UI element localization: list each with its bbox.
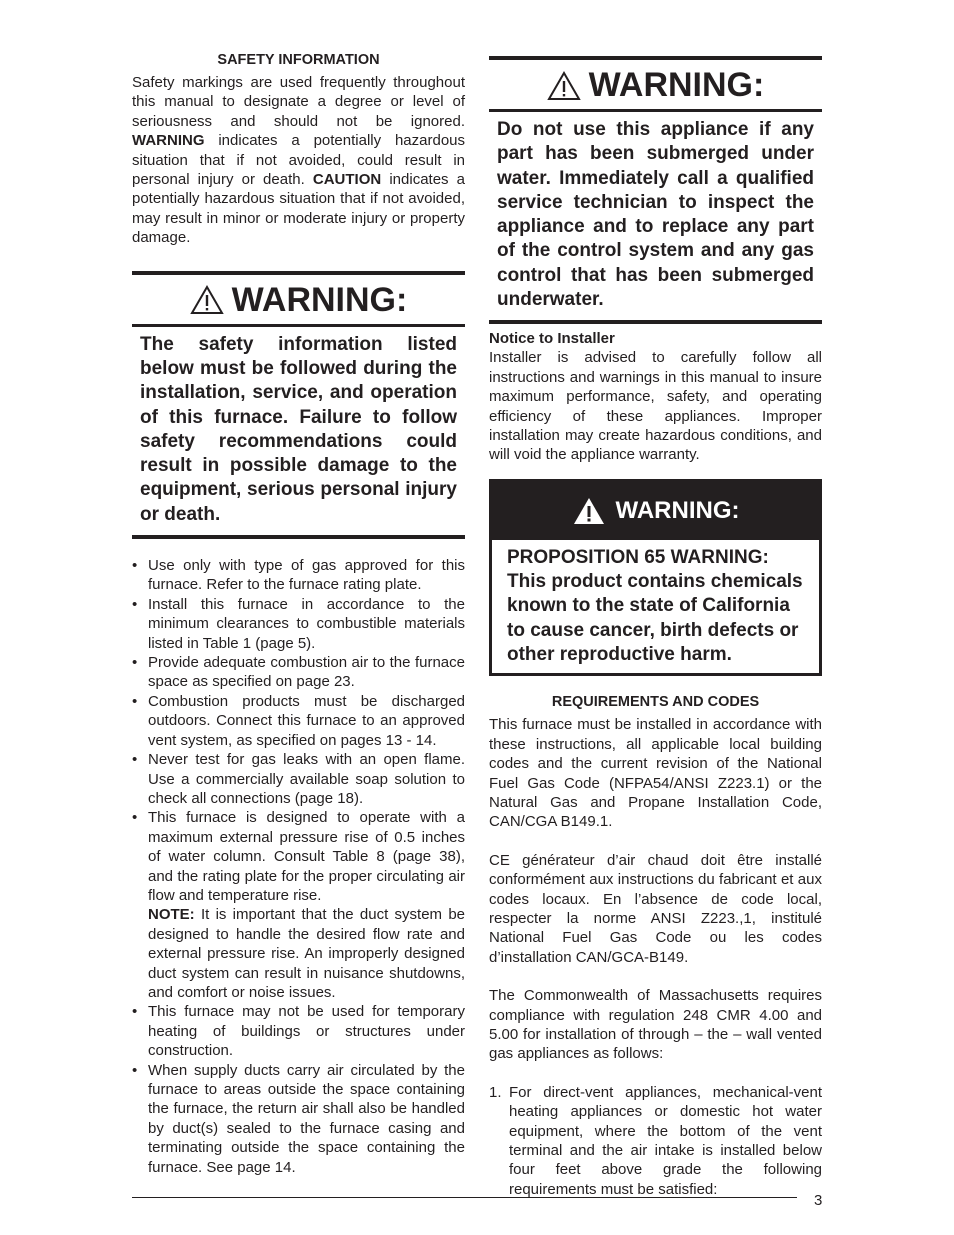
list-item: • When supply ducts carry air circulated by the furnace to areas outside the space containing the furnace, the return air shall also be handled by duct(s) sealed to the furnace casing and terminating outside the space containing the furnace. See page 14. (132, 1061, 465, 1177)
requirements-paragraph: This furnace must be installed in accordance with these instructions, all applicable local building codes and the current revision of the National Fuel Gas Code (NFPA54/ANSI Z223.1) or the Natural Gas and Propane Installation Code, CAN/CGA B149.1. (489, 716, 822, 831)
list-item: 1. For direct-vent appliances, mechanical-vent heating appliances or domestic hot water equipment, where the bottom of the vent terminal and the air intake is installed below four feet above grade the following requirements must be satisfied: (489, 1083, 822, 1198)
list-item: • Use only with type of gas approved for this furnace. Refer to the furnace rating plate. (132, 556, 465, 595)
notice-section (489, 330, 822, 464)
safety-bullet-list (132, 556, 465, 1177)
list-item: • Never test for gas leaks with an open flame. Use a commercially available soap solution to check all connections (page 18). (132, 750, 465, 808)
warning-title: WARNING: (492, 482, 819, 540)
safety-warning-box (132, 271, 465, 539)
safety-intro-paragraph: Safety markings are used frequently throughout this manual to designate a degree or level of seriousness and should not be ignored. WARNING indicates a potentially hazardous situation that if not avoided, could result in personal injury or death. CAUTION indicates a potentially hazardous situation that if not avoided, may result in minor or moderate injury or property damage. (132, 74, 466, 247)
submerged-warning-box (489, 56, 822, 324)
duct-note: NOTE: It is important that the duct system be designed to handle the desired flow rate and external pressure rise. An improperly designed duct system can result in nuisance shutdowns, and comfort or noise issues. (148, 906, 465, 1001)
warning-triangle-icon (190, 285, 224, 315)
list-item: • This furnace is designed to operate with a maximum external pressure rise of 0.5 inches of water column. Consult Table 8 (page 38), and the rating plate for the proper circulating air flow and temperature rise. NOTE: It is important that the duct system be designed to handle the desired flow rate and external pressure rise. An improperly designed duct system can result in nuisance shutdowns, and comfort or noise issues. (132, 808, 465, 1002)
list-item: • Provide adequate combustion air to the furnace space as specified on page 23. (132, 653, 465, 692)
list-item: • Combustion products must be discharged outdoors. Connect this furnace to an approved vent system, as specified on pages 13 - 14. (132, 692, 465, 750)
footer-rule (132, 1197, 797, 1198)
warning-body-text: Do not use this appliance if any part has been submerged under water. Immediately call a qualified service technician to inspect the appliance and to replace any part of the control system and any gas control that has been submerged underwater. (497, 119, 814, 311)
requirements-section (489, 694, 822, 1199)
right-column (489, 56, 822, 1199)
page-number: 3 (814, 1192, 823, 1209)
safety-information-heading: SAFETY INFORMATION (217, 52, 380, 68)
warning-title: WARNING: (132, 275, 465, 327)
warning-triangle-icon (572, 496, 606, 526)
requirements-numbered-list (489, 1083, 822, 1199)
list-item: • Install this furnace in accordance to the minimum clearances to combustible materials listed in Table 1 (page 5). (132, 595, 465, 653)
list-item: • This furnace may not be used for temporary heating of buildings or structures under construction. (132, 1002, 465, 1060)
left-column (132, 52, 465, 1177)
notice-paragraph: Installer is advised to carefully follow all instructions and warnings in this manual to insure maximum performance, safety, and operating efficiency of these appliances. Improper installation may create hazardous conditions, and will void the appliance warranty. (489, 349, 822, 464)
requirements-paragraph-french: CE générateur d’air chaud doit être installé conformément aux instructions du fabricant et aux codes locaux. En l’absence de code local, respecter la norme ANSI Z223.,1, institulé National Fuel Gas Code ou les codes d’installation CAN/GCA-B149. (489, 851, 822, 966)
warning-body-text: The safety information listed below must be followed during the installation, service, and operation of this furnace. Failure to follow safety recommendations could result in possible damage to the equipment, serious personal injury or death. (140, 333, 457, 525)
requirements-heading: REQUIREMENTS AND CODES (551, 694, 760, 711)
massachusetts-paragraph: The Commonwealth of Massachusetts requires compliance with regulation 248 CMR 4.00 and 5.00 for installation of through – the – wall vented gas appliances as follows: (489, 987, 822, 1063)
notice-heading: Notice to Installer (489, 330, 615, 348)
proposition-65-warning-box (489, 479, 822, 676)
warning-title: WARNING: (489, 60, 822, 112)
proposition-65-text: PROPOSITION 65 WARNING: This product contains chemicals known to the state of California to cause cancer, birth defects or other reproductive harm. (507, 546, 803, 665)
warning-triangle-icon (547, 71, 581, 101)
